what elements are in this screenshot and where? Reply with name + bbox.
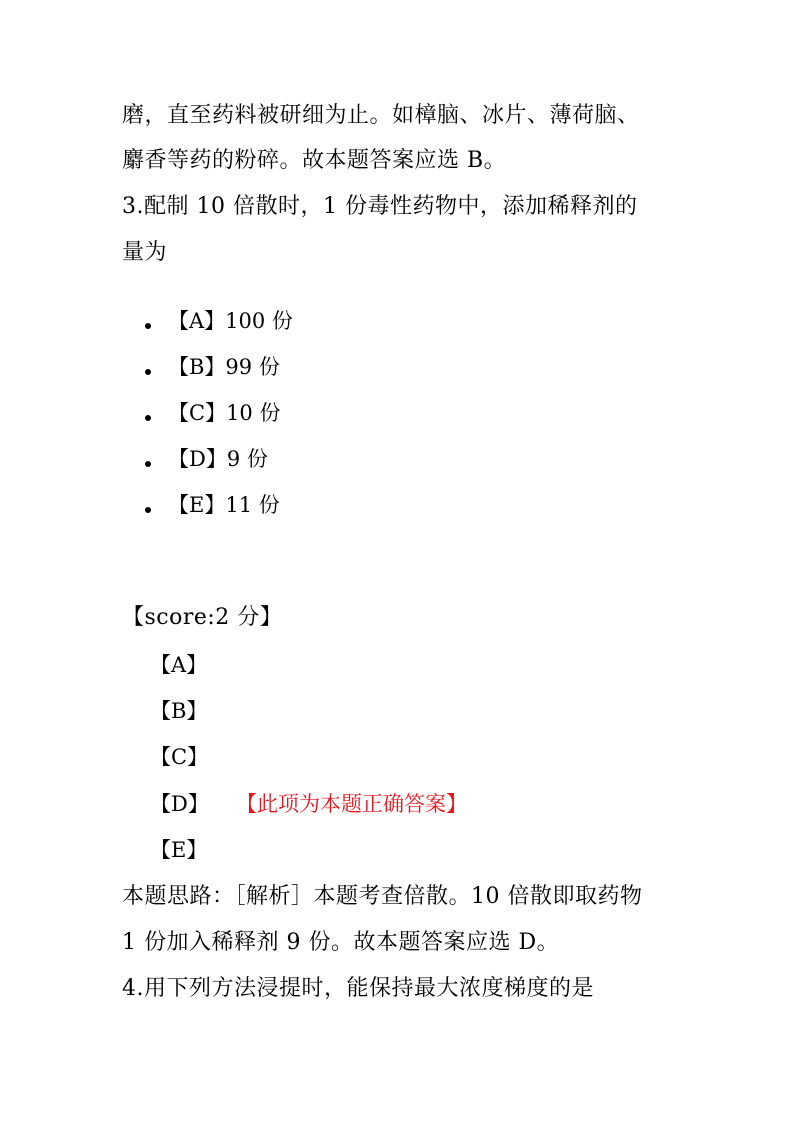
option-a: 【A】100 份 <box>168 309 293 333</box>
option-b: 【B】99 份 <box>168 355 280 379</box>
option-e: 【E】11 份 <box>168 493 280 517</box>
option-d: 【D】9 份 <box>168 447 268 471</box>
answer-a: 【A】 <box>150 653 208 677</box>
bullet-icon <box>145 323 151 329</box>
score-label: 【score:2 分】 <box>122 605 283 630</box>
previous-explanation-line-1: 磨，直至药料被研细为止。如樟脑、冰片、薄荷脑、 <box>122 103 640 128</box>
question-4-line-1: 4.用下列方法浸提时，能保持最大浓度梯度的是 <box>122 976 594 1001</box>
answer-b: 【B】 <box>150 699 208 723</box>
answer-c: 【C】 <box>150 745 209 769</box>
previous-explanation-line-2: 麝香等药的粉碎。故本题答案应选 B。 <box>122 148 507 173</box>
bullet-icon <box>145 507 151 513</box>
explanation-line-1: 本题思路：［解析］本题考查倍散。10 倍散即取药物 <box>122 884 643 909</box>
question-3-line-2: 量为 <box>122 240 168 265</box>
question-3-line-1: 3.配制 10 倍散时，1 份毒性药物中，添加稀释剂的 <box>122 194 638 219</box>
bullet-icon <box>145 369 151 375</box>
bullet-icon <box>145 461 151 467</box>
answer-e: 【E】 <box>150 838 208 862</box>
correct-answer-note: 【此项为本题正确答案】 <box>236 792 467 816</box>
bullet-icon <box>145 415 151 421</box>
option-c: 【C】10 份 <box>168 401 281 425</box>
explanation-line-2: 1 份加入稀释剂 9 份。故本题答案应选 D。 <box>122 930 560 955</box>
answer-d: 【D】 <box>150 792 209 816</box>
